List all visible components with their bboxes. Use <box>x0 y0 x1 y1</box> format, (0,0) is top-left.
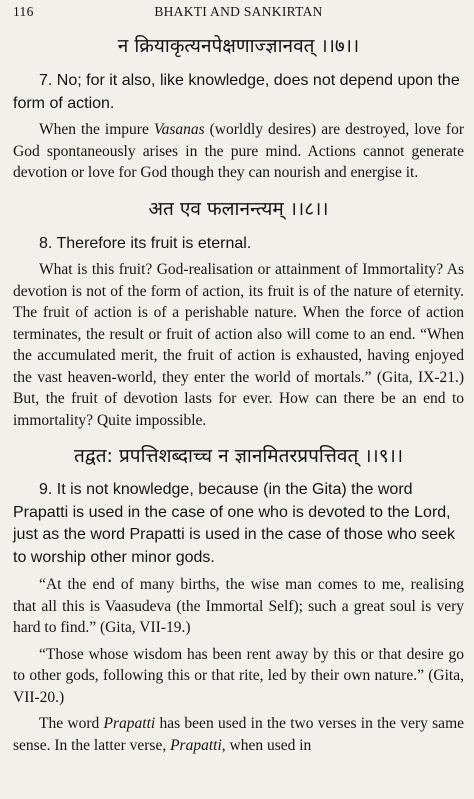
sutra-section-9 <box>13 443 464 756</box>
text-run: , when used in <box>221 736 312 754</box>
sutra-text: तद्वत: प्रपत्तिशब्दाच्च न ज्ञानमितरप्रपत्तिवत् ।।९।। <box>73 445 404 467</box>
sutra-section-8 <box>13 196 464 432</box>
commentary-paragraph <box>13 119 464 184</box>
sutra-translation: 8. Therefore its fruit is eternal. <box>39 234 252 252</box>
sutra-text: न क्रियाकृत्यनपेक्षणाज्ज्ञानवत् ।।७।। <box>117 35 360 57</box>
text-run: The word <box>39 715 104 732</box>
emphasis-term: Vasanas <box>153 121 205 138</box>
commentary-paragraph: “Those whose wisdom has been rent away by this or that desire go to other gods, following this or that rite, led by their own nature.” (Gita, VII-20.) <box>13 645 464 706</box>
running-head <box>13 0 464 22</box>
running-head-title: BHAKTI AND SANKIRTAN <box>154 4 323 19</box>
text-run: When the impure <box>39 121 154 138</box>
sutra-text: अत एव फलानन्त्यम् ।।८।। <box>148 197 329 220</box>
commentary-paragraph: “At the end of many births, the wise man comes to me, realising that all this is Vaasudeva (the Immortal Self); such a great soul is very hard to find.” (Gita, VII-19.) <box>13 576 464 636</box>
sutra-translation: 7. No; for it also, like knowledge, does not depend upon the form of action. <box>13 72 460 112</box>
page-number: 116 <box>13 4 34 19</box>
text-run: has been used in the two verses in the very same sense. In the latter verse, <box>13 715 465 754</box>
text-run: (worldly desires) are destroyed, love for God spontaneously arises in the pure mind. Actions cannot generate devotion or love for God though they can nourish and energise it. <box>13 121 464 181</box>
commentary-paragraph <box>13 713 464 756</box>
sutra-section-7 <box>13 33 464 184</box>
commentary-paragraph: What is this fruit? God-realisation or attainment of Immortality? As devotion is not of the form of action, its fruit is of the nature of eternity. The fruit of action is of a perishable nature. When the force of action terminates, the result or fruit of action also will come to an end. “When the accumulated merit, the fruit of action is exhausted, having enjoyed the vast heaven-world, they enter the world of mortals.” (Gita, IX-21.) But, the fruit of devotion lasts for ever. How can there be an end to immortality? Quite impossible. <box>13 261 464 429</box>
sutra-translation: 9. It is not knowledge, because (in the Gita) the word Prapatti is used in the case of one who is devoted to the Lord, just as the word Prapatti is used in the case of those who seek to worship other minor gods. <box>13 481 456 566</box>
emphasis-term: Prapatti <box>103 715 156 732</box>
emphasis-term: Prapatti <box>170 736 222 754</box>
